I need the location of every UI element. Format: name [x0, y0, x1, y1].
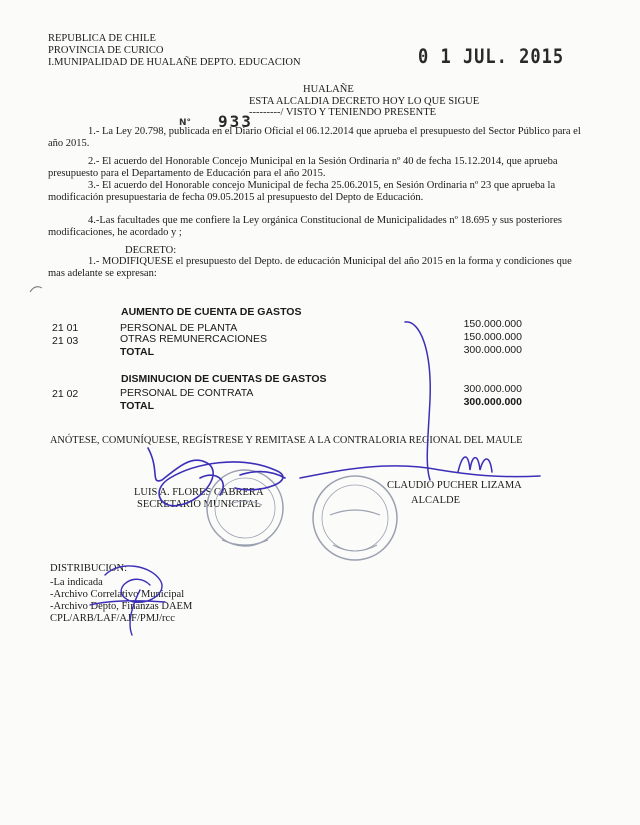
- increase-title: AUMENTO DE CUENTA DE GASTOS: [121, 306, 302, 318]
- right-seal: [313, 476, 397, 560]
- distribution-title: DISTRIBUCION:: [50, 563, 128, 574]
- consideration-3: 3.- El acuerdo del Honorable concejo Municipal de fecha 25.06.2015, en Sesión Ordinaria nº 23 que aprueba la modificación presupuestaria de fecha 09.05.2015 al presupuesto del Depto de Educación.: [48, 180, 556, 203]
- increase-row-1-name: PERSONAL DE PLANTA: [120, 322, 238, 334]
- distribution-item-2: -Archivo Correlativo Municipal: [50, 589, 185, 600]
- distribution-item-1: -La indicada: [50, 577, 103, 588]
- margin-mark: [30, 287, 42, 292]
- decree-number-stamp: 933: [218, 112, 253, 131]
- number-stamp-prefix: N°: [179, 118, 192, 128]
- title-line-2: ---------/ VISTO Y TENIENDO PRESENTE: [249, 107, 437, 118]
- title-place: HUALAÑE: [303, 84, 354, 95]
- increase-row-2-amount: 150.000.000: [463, 331, 522, 343]
- distribution-item-4: CPL/ARB/LAF/AJF/PMJ/rcc: [50, 613, 175, 624]
- increase-row-1-code: 21 01: [52, 322, 79, 334]
- header-line-provincia: PROVINCIA DE CURICO: [48, 45, 164, 56]
- consideration-1: 1.- La Ley 20.798, publicada en el Diario Oficial el 06.12.2014 que aprueba el presupuesto del Sector Público para el año 2015.: [48, 126, 581, 149]
- increase-total-amount: 300.000.000: [463, 344, 522, 356]
- decrease-total-label: TOTAL: [120, 400, 155, 412]
- decrease-row-1-name: PERSONAL DE CONTRATA: [120, 387, 254, 399]
- increase-row-1-amount: 150.000.000: [463, 318, 522, 330]
- decrease-title: DISMINUCION DE CUENTAS DE GASTOS: [121, 373, 327, 385]
- increase-total-label: TOTAL: [120, 346, 155, 358]
- date-stamp: 0 1 JUL. 2015: [418, 45, 565, 69]
- decrease-total-amount: 300.000.000: [463, 396, 522, 408]
- mayor-title: ALCALDE: [411, 495, 460, 506]
- secretary-title: SECRETARIO MUNICIPAL: [137, 499, 261, 510]
- decrease-row-1-amount: 300.000.000: [463, 383, 522, 395]
- increase-row-2-name: OTRAS REMUNERCACIONES: [120, 333, 268, 345]
- consideration-2: 2.- El acuerdo del Honorable Concejo Municipal en la Sesión Ordinaria nº 40 de fecha 15.12.2014, que aprueba presupuesto para el Departamento de Educación para el año 2015.: [48, 156, 558, 179]
- mayor-name: CLAUDIO PUCHER LIZAMA: [387, 480, 522, 491]
- consideration-4: 4.-Las facultades que me confiere la Ley orgánica Constitucional de Municipalidades nº 18.695 y sus posteriores modificaciones, he acordado y ;: [48, 215, 562, 238]
- header-line-municipalidad: I.MUNIPALIDAD DE HUALAÑE DEPTO. EDUCACION: [48, 57, 301, 68]
- secretary-name: LUIS A. FLORES CABRERA: [134, 487, 264, 498]
- closing-statement: ANÓTESE, COMUNÍQUESE, REGÍSTRESE Y REMITASE A LA CONTRALORIA REGIONAL DEL MAULE: [50, 435, 523, 446]
- title-line-1: ESTA ALCALDIA DECRETO HOY LO QUE SIGUE: [249, 96, 480, 107]
- decree-text: 1.- MODIFIQUESE el presupuesto del Depto. de educación Municipal del año 2015 en la forma y condiciones que mas adelante se expresan:: [48, 256, 572, 279]
- increase-row-2-code: 21 03: [52, 335, 79, 347]
- decrease-row-1-code: 21 02: [52, 388, 79, 400]
- decreto-label: DECRETO:: [125, 245, 177, 256]
- distribution-item-3: -Archivo Depto, Finanzas DAEM: [50, 601, 193, 612]
- header-line-republica: REPUBLICA DE CHILE: [48, 33, 156, 44]
